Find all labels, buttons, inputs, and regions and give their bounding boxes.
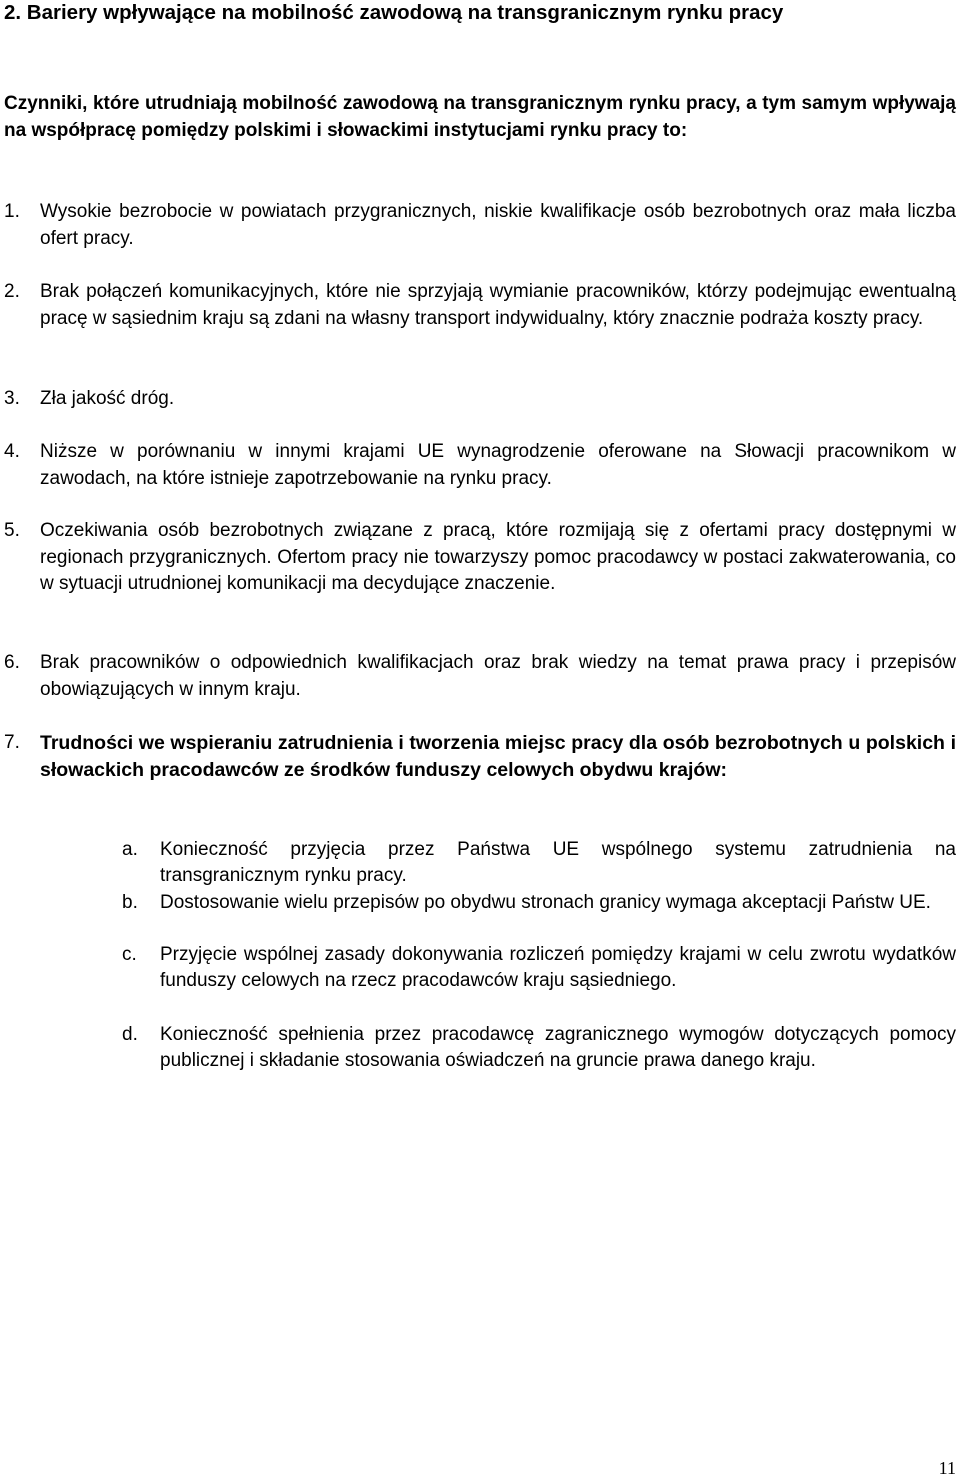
list-item-3 <box>4 386 956 413</box>
intro-paragraph: Czynniki, które utrudniają mobilność zawodową na transgranicznym rynku pracy, a tym samym wpływają na współpracę pomiędzy polskimi i słowackimi instytucjami rynku pracy to: <box>4 93 956 141</box>
list-item-number: 4. <box>4 441 20 462</box>
sub-item-text: Konieczność spełnienia przez pracodawcę zagranicznego wymogów dotyczących pomocy publicznej i składanie stosowania oświadczeń na gruncie prawa danego kraju. <box>160 1024 956 1071</box>
sub-item-letter: c. <box>122 944 137 965</box>
list-item-1 <box>4 199 956 252</box>
list-item-number: 5. <box>4 520 20 541</box>
sub-item-letter: b. <box>122 892 138 913</box>
list-item-number: 2. <box>4 281 20 302</box>
sub-item-c <box>122 942 956 994</box>
list-item-text: Zła jakość dróg. <box>40 388 175 409</box>
sub-item-b <box>122 890 956 916</box>
list-item-5 <box>4 518 956 598</box>
sub-item-text: Konieczność przyjęcia przez Państwa UE wspólnego systemu zatrudnienia na transgranicznym rynku pracy. <box>160 839 956 886</box>
list-item-2 <box>4 279 956 332</box>
sub-item-text: Przyjęcie wspólnej zasady dokonywania rozliczeń pomiędzy krajami w celu zwrotu wydatków funduszy celowych na rzecz pracodawców kraju sąsiedniego. <box>160 944 956 991</box>
list-item-number: 6. <box>4 652 20 673</box>
list-item-7 <box>4 730 956 783</box>
list-item-number: 3. <box>4 388 20 409</box>
list-item-text: Niższe w porównaniu w innymi krajami UE wynagrodzenie oferowane na Słowacji pracownikom w zawodach, na które istnieje zapotrzebowanie na rynku pracy. <box>40 441 956 489</box>
sub-item-letter: a. <box>122 839 138 860</box>
sub-item-d <box>122 1022 956 1074</box>
sub-item-letter: d. <box>122 1024 138 1045</box>
list-item-text: Wysokie bezrobocie w powiatach przygranicznych, niskie kwalifikacje osób bezrobotnych oraz mała liczba ofert pracy. <box>40 201 956 249</box>
list-item-text: Brak pracowników o odpowiednich kwalifikacjach oraz brak wiedzy na temat prawa pracy i przepisów obowiązujących w innym kraju. <box>40 652 956 700</box>
list-item-text: Oczekiwania osób bezrobotnych związane z pracą, które rozmijają się z ofertami pracy dostępnymi w regionach przygranicznych. Ofertom pracy nie towarzyszy pomoc pracodawcy w postaci zakwaterowania, co w sytuacji utrudnionej komunikacji ma decydujące znaczenie. <box>40 520 956 594</box>
list-item-number: 7. <box>4 732 20 753</box>
list-item-number: 1. <box>4 201 20 222</box>
sub-item-text: Dostosowanie wielu przepisów po obydwu stronach granicy wymaga akceptacji Państw UE. <box>160 892 931 913</box>
list-item-4 <box>4 439 956 492</box>
list-item-6 <box>4 650 956 703</box>
sub-item-a <box>122 837 956 889</box>
section-heading: 2. Bariery wpływające na mobilność zawodową na transgranicznym rynku pracy <box>4 1 784 24</box>
list-item-text: Brak połączeń komunikacyjnych, które nie sprzyjają wymianie pracowników, którzy podejmując ewentualną pracę w sąsiednim kraju są zdani na własny transport indywidualny, który znacznie podraża koszty pracy. <box>40 281 956 329</box>
page-number: 11 <box>938 1458 956 1478</box>
list-item-text: Trudności we wspieraniu zatrudnienia i tworzenia miejsc pracy dla osób bezrobotnych u polskich i słowackich pracodawców ze środków funduszy celowych obydwu krajów: <box>40 732 956 781</box>
